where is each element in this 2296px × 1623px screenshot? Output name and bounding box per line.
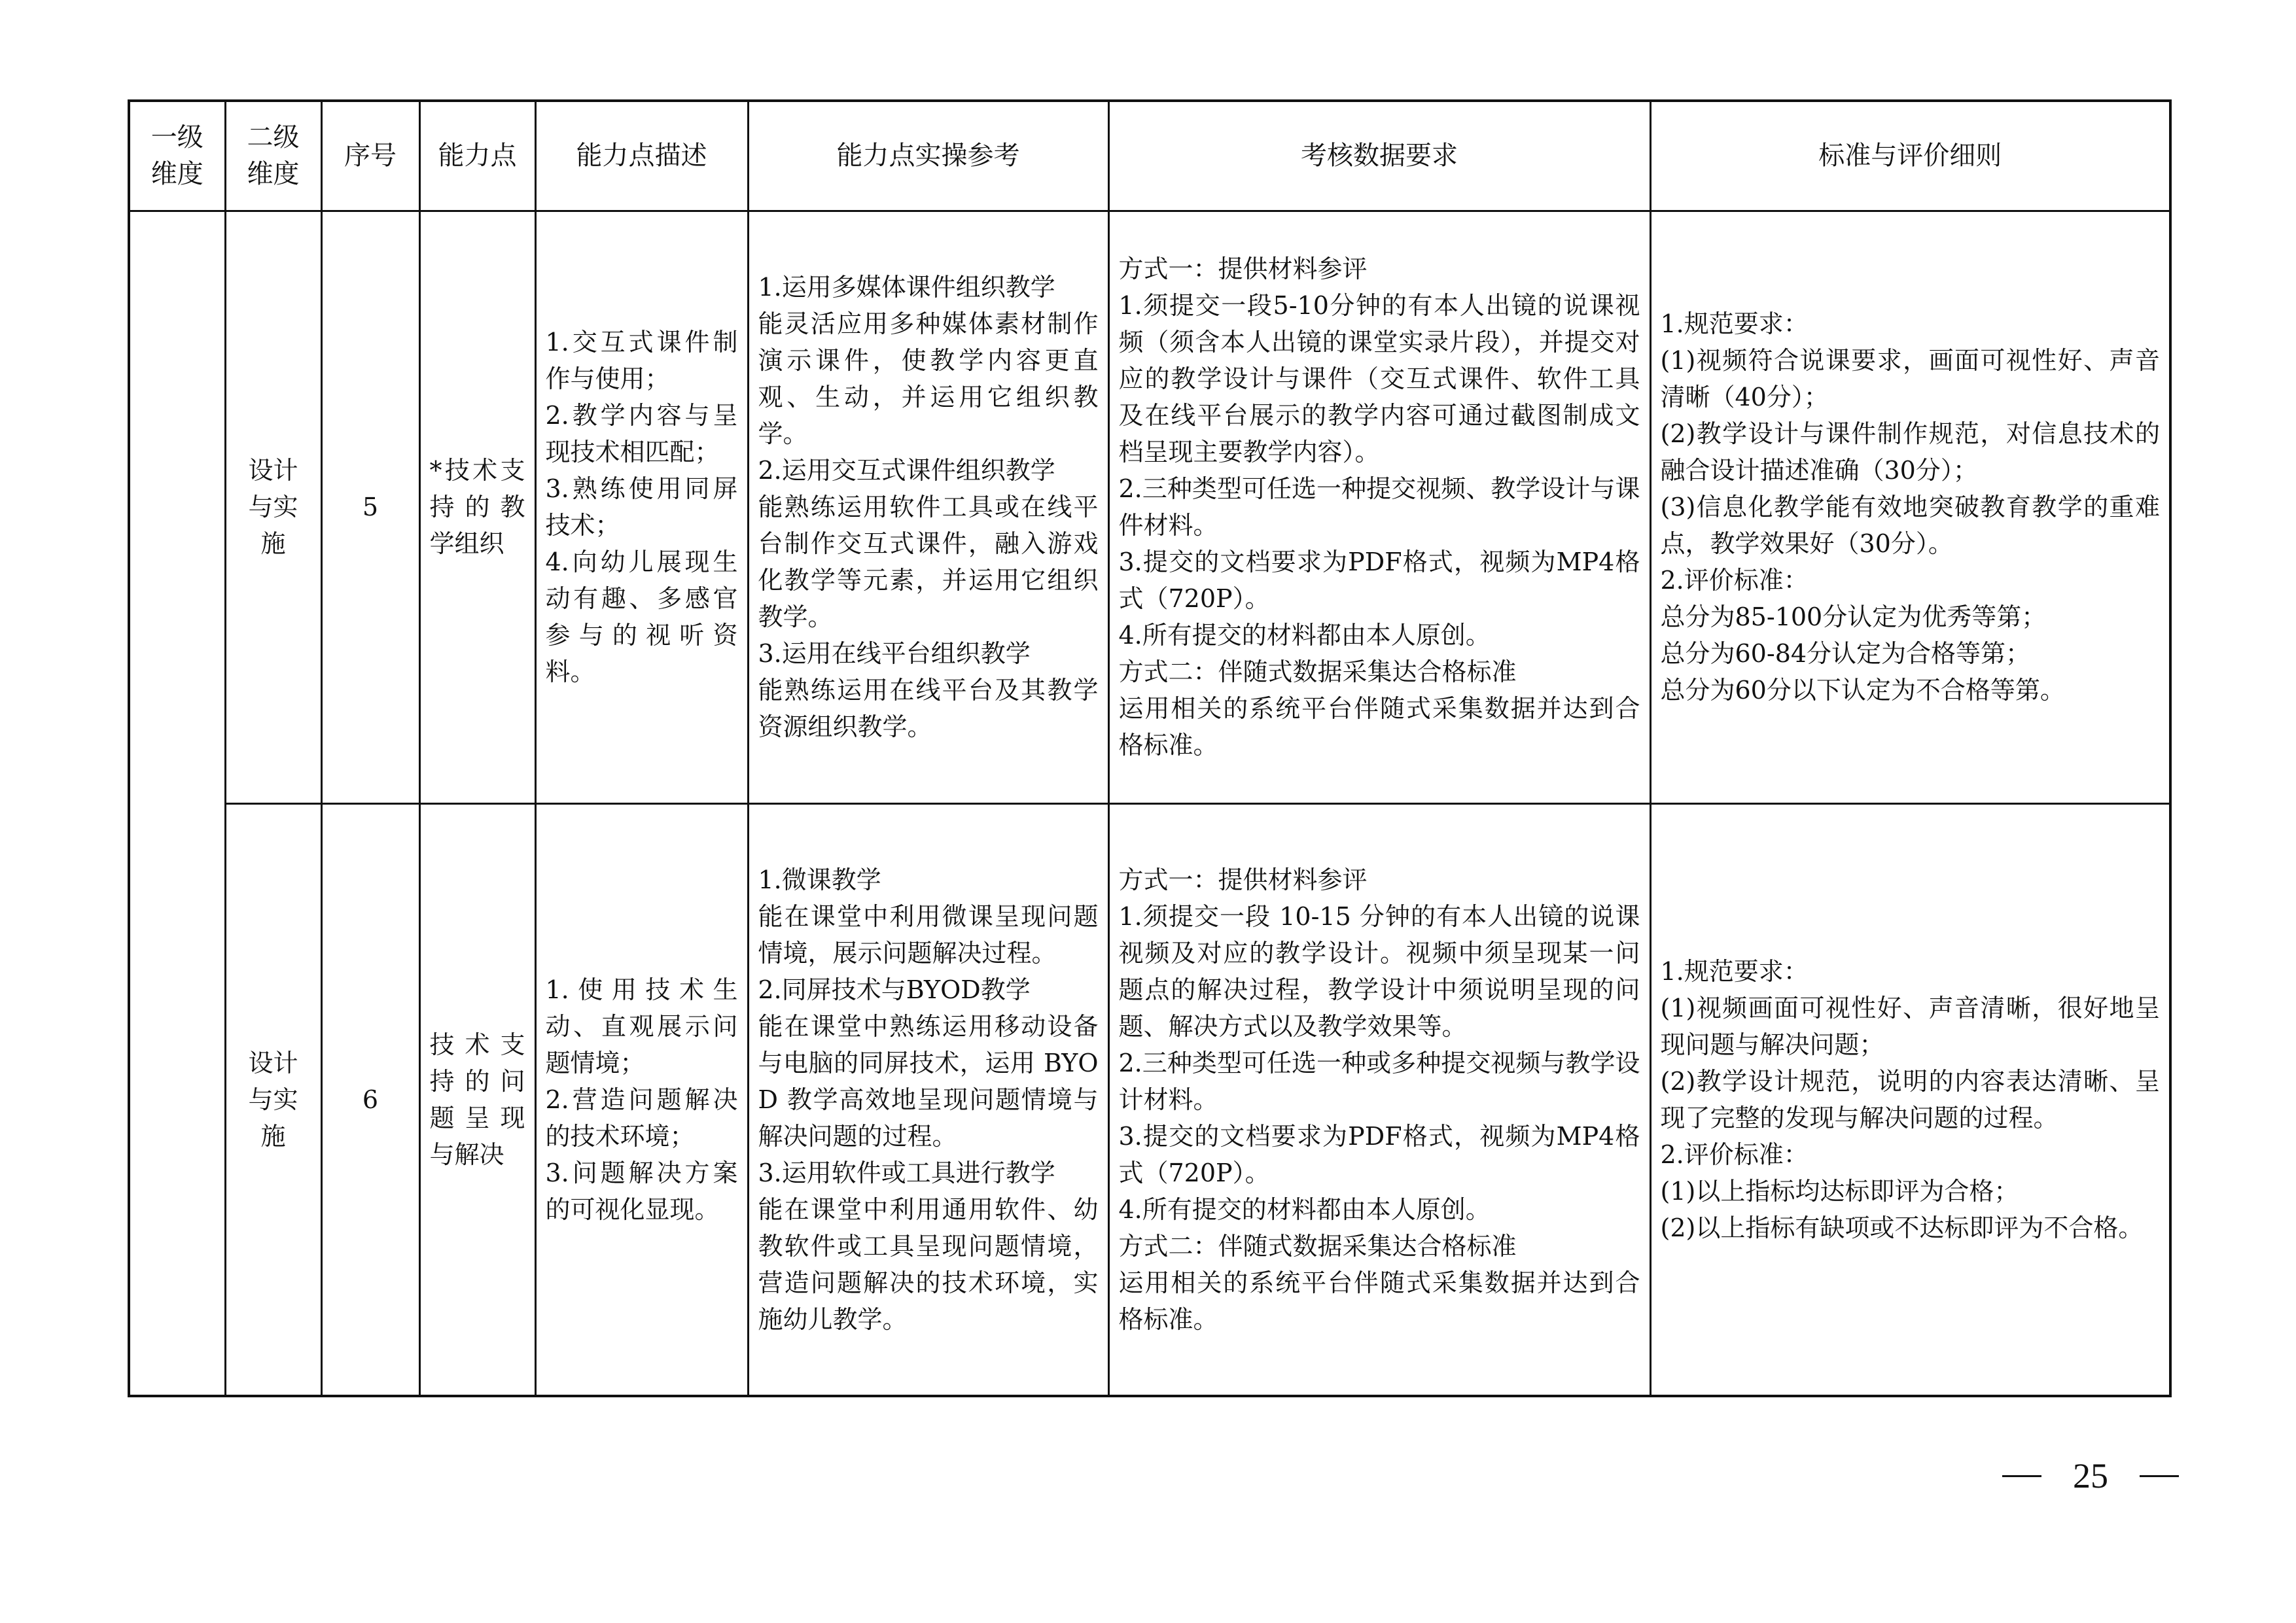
- dim2-cell: [225, 803, 321, 1396]
- criteria-cell: [1650, 211, 2170, 803]
- data-req-line: 方式一：提供材料参评: [1118, 865, 1368, 894]
- header-dim2: [225, 101, 321, 211]
- criteria-line: (1)视频符合说课要求，画面可视性好、声音清晰（40分）；: [1660, 346, 2160, 411]
- data-req-line: 运用相关的系统平台伴随式采集数据并达到合格标准。: [1118, 694, 1640, 759]
- practice-line: 1.微课教学: [758, 865, 881, 894]
- header-ability: 能力点: [419, 101, 535, 211]
- dim2-line: 施: [260, 529, 286, 558]
- criteria-line: 总分为85-100分认定为优秀等第；: [1660, 602, 2047, 631]
- criteria-line: (2)以上指标有缺项或不达标即评为不合格。: [1660, 1213, 2144, 1242]
- criteria-line: (2)教学设计规范，说明的内容表达清晰、呈现了完整的发现与解决问题的过程。: [1660, 1066, 2160, 1132]
- practice-line: 能熟练运用在线平台及其教学资源组织教学。: [758, 676, 1099, 741]
- dim1-cell: [129, 211, 225, 1396]
- criteria-line: 2.评价标准：: [1660, 566, 1809, 595]
- header-dim2-line: 维度: [247, 159, 300, 190]
- dim2-line: 与实: [248, 1085, 298, 1114]
- page-number: 25: [2073, 1456, 2108, 1495]
- practice-line: 2.运用交互式课件组织教学: [758, 456, 1055, 485]
- desc-line: 1.交互式课件制作与使用；: [545, 328, 738, 393]
- desc-line: 2.营造问题解决的技术环境；: [545, 1085, 738, 1151]
- ability-cell: 技术支持的问题呈现与解决: [419, 803, 535, 1396]
- header-dim2-line: 二级: [247, 122, 300, 153]
- practice-line: 能在课堂中利用微课呈现问题情境，展示问题解决过程。: [758, 901, 1099, 968]
- practice-line: 3.运用软件或工具进行教学: [758, 1158, 1055, 1187]
- ability-cell: *技术支持的教学组织: [419, 211, 535, 803]
- dim2-line: 设计: [248, 456, 298, 485]
- data-req-line: 4.所有提交的材料都由本人原创。: [1118, 621, 1491, 650]
- criteria-line: 1.规范要求：: [1660, 956, 1809, 986]
- data-req-cell: [1108, 803, 1650, 1396]
- data-req-line: 3.提交的文档要求为PDF格式，视频为MP4格式（720P）。: [1118, 1121, 1640, 1187]
- dim2-line: 设计: [248, 1048, 298, 1077]
- header-practice: 能力点实操参考: [748, 101, 1108, 211]
- data-req-line: 1.须提交一段5-10分钟的有本人出镜的说课视频（须含本人出镜的课堂实录片段），并提交对应的教学设计与课件（交互式课件、软件工具及在线平台展示的教学内容可通过截图制成文档呈现主要教学内容）。: [1118, 291, 1640, 466]
- data-req-cell: [1108, 211, 1650, 803]
- data-req-line: 2.三种类型可任选一种提交视频、教学设计与课件材料。: [1118, 474, 1640, 540]
- criteria-line: 2.评价标准：: [1660, 1140, 1809, 1169]
- dim2-cell: [225, 211, 321, 803]
- criteria-line: 1.规范要求：: [1660, 309, 1809, 338]
- header-dim1-line: 维度: [150, 159, 203, 190]
- criteria-line: (3)信息化教学能有效地突破教育教学的重难点，教学效果好（30分）。: [1660, 493, 2160, 558]
- desc-line: 4.向幼儿展现生动有趣、多感官参与的视听资料。: [545, 548, 738, 686]
- header-dim1-line: 一级: [150, 122, 203, 153]
- table-row: [129, 211, 2170, 803]
- header-seq: 序号: [321, 101, 419, 211]
- criteria-line: (1)视频画面可视性好、声音清晰，很好地呈现问题与解决问题；: [1660, 993, 2160, 1059]
- dim2-line: 施: [260, 1121, 286, 1151]
- criteria-line: 总分为60-84分认定为合格等第；: [1660, 639, 2031, 668]
- practice-line: 能灵活应用多种媒体素材制作演示课件，使教学内容更直观、生动，并运用它组织教学。: [758, 309, 1099, 448]
- header-dim1: [129, 101, 225, 211]
- practice-line: 1.运用多媒体课件组织教学: [758, 273, 1055, 302]
- table-header-row: [129, 101, 2170, 211]
- header-criteria: 标准与评价细则: [1650, 101, 2170, 211]
- criteria-line: (1)以上指标均达标即评为合格；: [1660, 1176, 2019, 1206]
- seq-cell: 5: [321, 211, 419, 803]
- criteria-cell: [1650, 803, 2170, 1396]
- desc-line: 2.教学内容与呈现技术相匹配；: [545, 401, 738, 466]
- practice-line: 2.同屏技术与BYOD教学: [758, 975, 1031, 1004]
- desc-line: 3.熟练使用同屏技术；: [545, 474, 738, 540]
- data-req-line: 1.须提交一段 10-15 分钟的有本人出镜的说课视频及对应的教学设计。视频中须呈现某一问题点的解决过程，教学设计中须说明呈现的问题、解决方式以及教学效果等。: [1118, 901, 1640, 1041]
- practice-line: 3.运用在线平台组织教学: [758, 639, 1031, 668]
- page-number-footer: [2002, 1456, 2179, 1496]
- evaluation-table: [128, 99, 2172, 1397]
- practice-line: 能在课堂中熟练运用移动设备与电脑的同屏技术，运用 BYOD 教学高效地呈现问题情境与解决问题的过程。: [758, 1011, 1099, 1151]
- data-req-line: 方式一：提供材料参评: [1118, 254, 1368, 283]
- practice-cell: [748, 211, 1108, 803]
- data-req-line: 2.三种类型可任选一种或多种提交视频与教学设计材料。: [1118, 1048, 1640, 1114]
- data-req-line: 4.所有提交的材料都由本人原创。: [1118, 1195, 1491, 1224]
- page-number-dash-left: [2002, 1475, 2041, 1477]
- practice-line: 能在课堂中利用通用软件、幼教软件或工具呈现问题情境，营造问题解决的技术环境，实施幼儿教学。: [758, 1195, 1099, 1334]
- page-number-dash-right: [2140, 1475, 2179, 1477]
- desc-line: 3.问题解决方案的可视化显现。: [545, 1158, 738, 1224]
- criteria-line: 总分为60分以下认定为不合格等第。: [1660, 676, 2065, 705]
- table-row: [129, 803, 2170, 1396]
- practice-cell: [748, 803, 1108, 1396]
- header-data-req: 考核数据要求: [1108, 101, 1650, 211]
- dim2-line: 与实: [248, 493, 298, 521]
- criteria-line: (2)教学设计与课件制作规范，对信息技术的融合设计描述准确（30分）；: [1660, 419, 2160, 485]
- data-req-line: 方式二：伴随式数据采集达合格标准: [1118, 1231, 1517, 1261]
- data-req-line: 方式二：伴随式数据采集达合格标准: [1118, 657, 1517, 686]
- data-req-line: 3.提交的文档要求为PDF格式，视频为MP4格式（720P）。: [1118, 548, 1640, 613]
- header-desc: 能力点描述: [535, 101, 748, 211]
- desc-cell: [535, 803, 748, 1396]
- practice-line: 能熟练运用软件工具或在线平台制作交互式课件，融入游戏化教学等元素，并运用它组织教学。: [758, 493, 1099, 631]
- desc-cell: [535, 211, 748, 803]
- data-req-line: 运用相关的系统平台伴随式采集数据并达到合格标准。: [1118, 1268, 1640, 1334]
- seq-cell: 6: [321, 803, 419, 1396]
- desc-line: 1.使用技术生动、直观展示问题情境；: [545, 975, 738, 1077]
